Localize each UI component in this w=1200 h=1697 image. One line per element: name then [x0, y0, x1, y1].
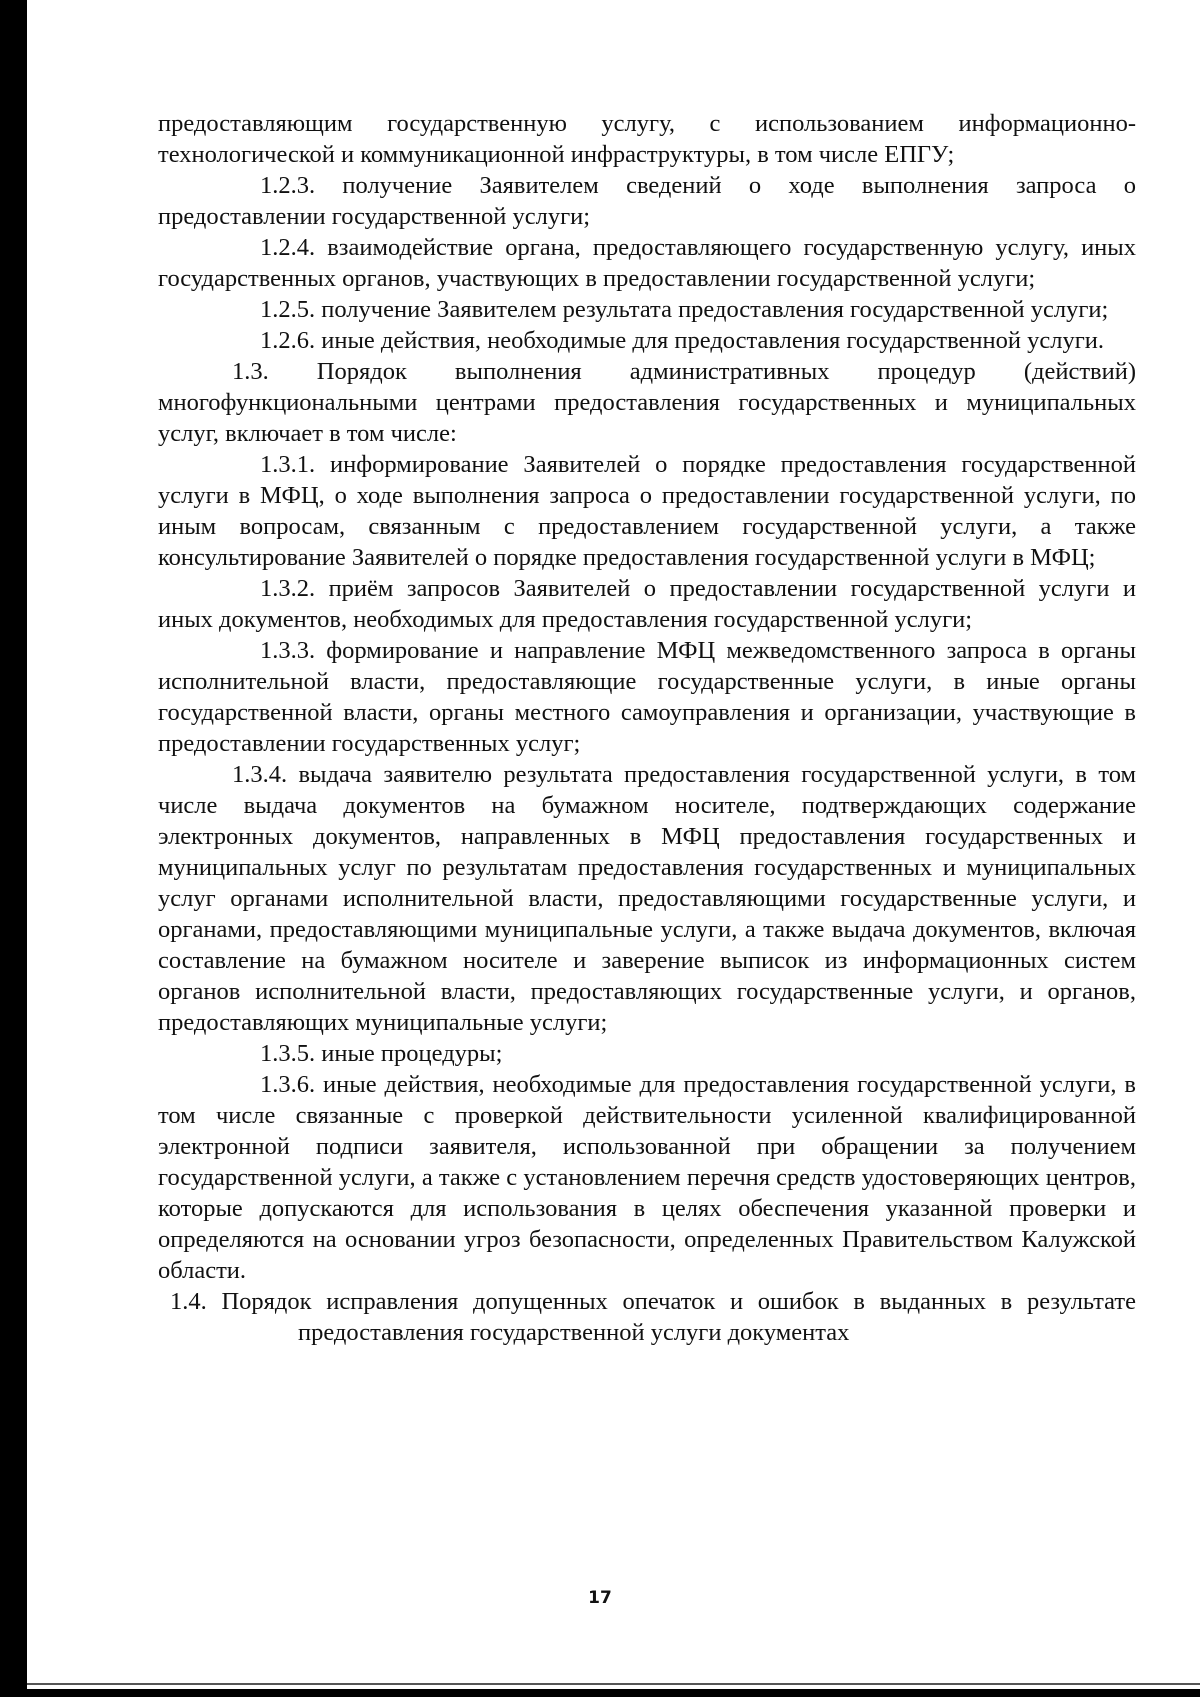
scan-line-bottom — [27, 1683, 1200, 1685]
paragraph-1-2-5: 1.2.5. получение Заявителем результата предоставления государственной услуги; — [260, 296, 1109, 323]
paragraph-1-3-1: 1.3.1. информирование Заявителей о порядке предоставления государственной услуги в МФЦ, о ходе выполнения запроса о предоставлении государственной услуги, по иным вопросам, связанным с предоставлением государственной услуги, а также консультирование Заявителей о порядке предоставления государственной услуги в МФЦ; — [158, 451, 1136, 571]
document-page — [158, 108, 1136, 1348]
scan-edge-left — [0, 0, 27, 1697]
paragraph-continuation: предоставляющим государственную услугу, с использованием информационно-технологической и коммуникационной инфраструктуры, в том числе ЕПГУ; — [158, 110, 1136, 168]
paragraph-1-3: 1.3. Порядок выполнения административных процедур (действий) многофункциональными центрами предоставления государственных и муниципальных услуг, включает в том числе: — [158, 358, 1136, 447]
paragraph-1-3-4: 1.3.4. выдача заявителю результата предоставления государственной услуги, в том числе выдача документов на бумажном носителе, подтверждающих содержание электронных документов, направленных в МФЦ предоставления государственных и муниципальных услуг по результатам предоставления государственных и муниципальных услуг органами исполнительной власти, предоставляющими государственные услуги, и органами, предоставляющими муниципальные услуги, а также выдача документов, включая составление на бумажном носителе и заверение выписок из информационных систем органов исполнительной власти, предоставляющих государственные услуги, и органов, предоставляющих муниципальные услуги; — [158, 761, 1136, 1036]
paragraph-1-3-5: 1.3.5. иные процедуры; — [260, 1040, 503, 1067]
page-number: 17 — [588, 1588, 612, 1608]
paragraph-1-3-6: 1.3.6. иные действия, необходимые для предоставления государственной услуги, в том числе связанные с проверкой действительности усиленной квалифицированной электронной подписи заявителя, использованной при обращении за получением государственной услуги, а также с установлением перечня средств удостоверяющих центров, которые допускаются для использования в целях обеспечения указанной проверки и определяются на основании угроз безопасности, определенных Правительством Калужской области. — [158, 1071, 1136, 1284]
paragraph-1-3-2: 1.3.2. приём запросов Заявителей о предоставлении государственной услуги и иных документов, необходимых для предоставления государственной услуги; — [158, 575, 1136, 633]
scan-edge-bottom — [27, 1689, 1200, 1697]
paragraph-1-2-4: 1.2.4. взаимодействие органа, предоставляющего государственную услугу, иных государственных органов, участвующих в предоставлении государственной услуги; — [158, 234, 1136, 292]
paragraph-1-3-3: 1.3.3. формирование и направление МФЦ межведомственного запроса в органы исполнительной власти, предоставляющие государственные услуги, в иные органы государственной власти, органы местного самоуправления и организации, участвующие в предоставлении государственных услуг; — [158, 637, 1136, 757]
paragraph-1-2-3: 1.2.3. получение Заявителем сведений о ходе выполнения запроса о предоставлении государственной услуги; — [158, 172, 1136, 230]
paragraph-1-2-6: 1.2.6. иные действия, необходимые для предоставления государственной услуги. — [260, 327, 1104, 354]
section-heading-1-4: 1.4. Порядок исправления допущенных опечаток и ошибок в выданных в результате предоставления государственной услуги документах — [170, 1288, 1136, 1346]
